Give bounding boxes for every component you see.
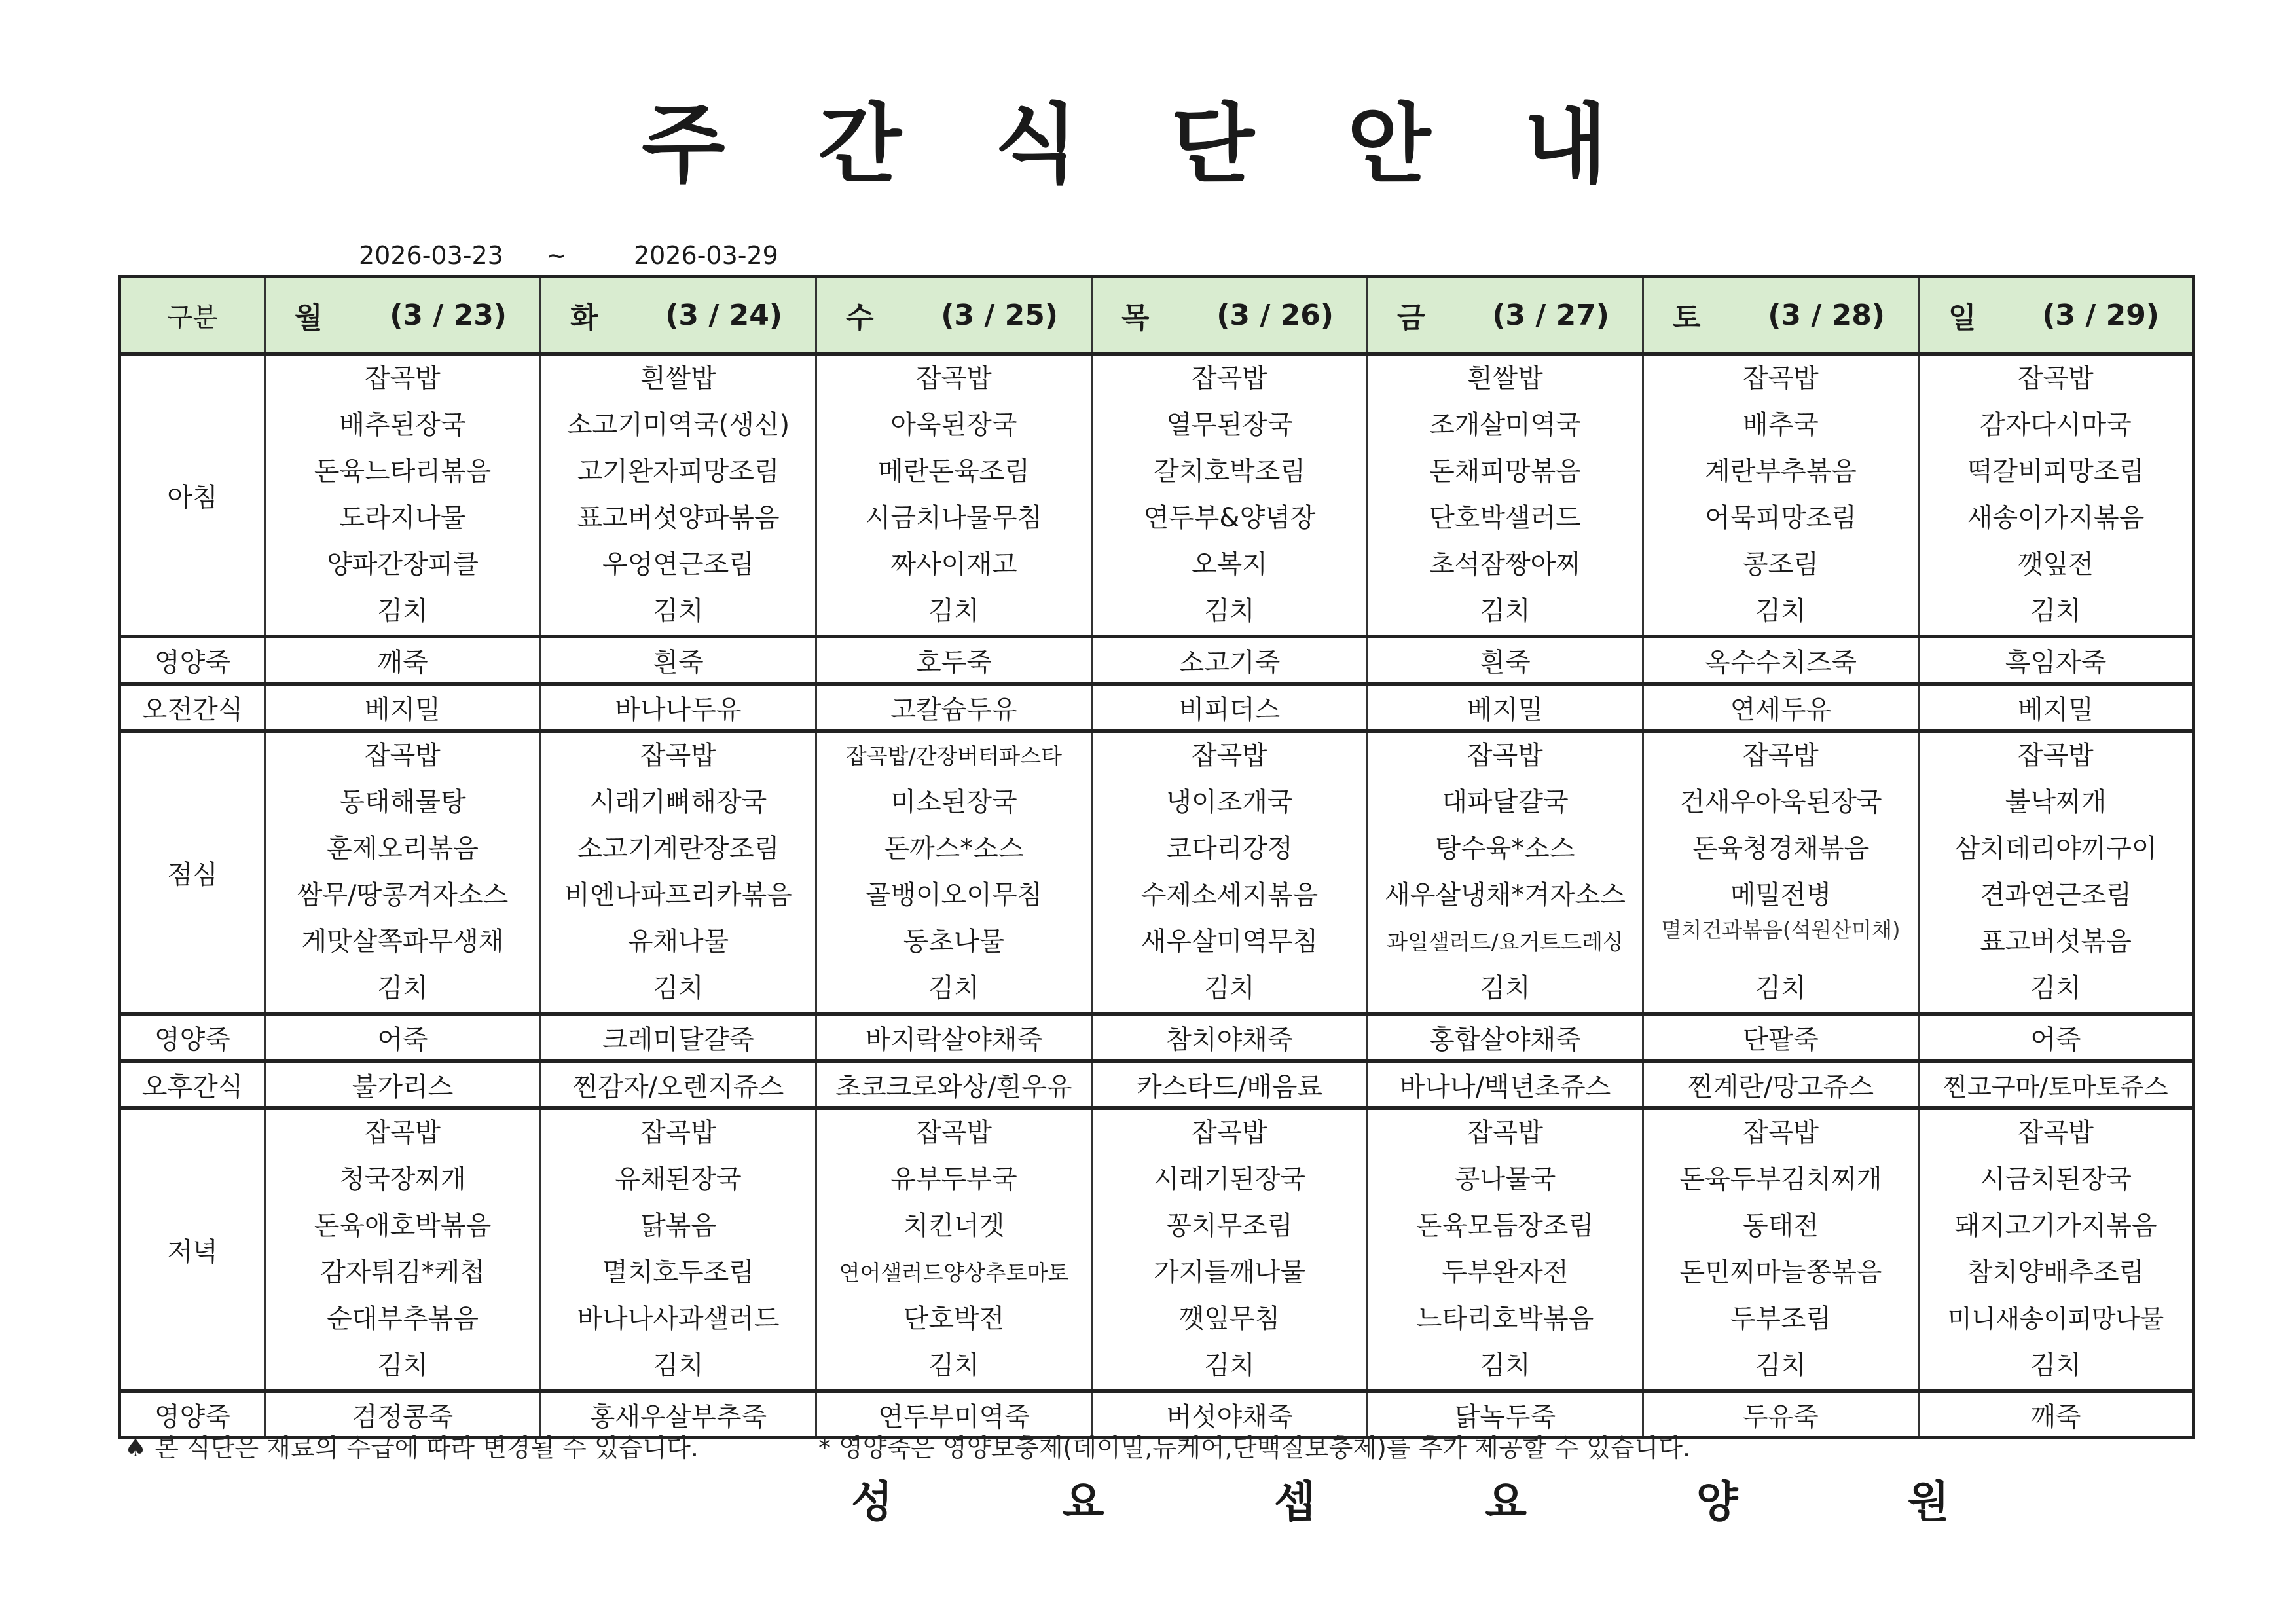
date-end: 2026-03-29 [634,241,778,270]
porridge-sun: 깨죽 [1919,1391,2194,1438]
menu-item: 미소된장국 [890,787,1017,817]
breakfast-sat [1643,354,1919,637]
pm-snack-row [120,1061,2194,1108]
porridge-fri: 흰죽 [1368,637,1643,684]
menu-item: 김치 [653,1350,704,1380]
page-title: 주 간 식 단 안 내 [642,94,1639,195]
menu-item: 김치 [928,596,979,626]
day-name: 금 [1397,301,1425,335]
menu-item: 양파간장피클 [327,549,479,580]
dinner-wed [816,1108,1092,1391]
pm-snack-mon: 불가리스 [265,1061,541,1108]
menu-item: 잡곡밥 [2018,1118,2094,1148]
day-date: (3 / 26) [1216,298,1334,332]
dinner-sun [1919,1108,2194,1391]
lunch-wed [816,731,1092,1014]
menu-item: 멸치호두조림 [602,1257,754,1287]
menu-item: 치킨너겟 [903,1211,1005,1241]
menu-item: 초석잠짱아찌 [1429,549,1581,580]
menu-item: 청국장찌개 [339,1164,466,1194]
dinner-fri [1368,1108,1643,1391]
am-snack-label: 오전간식 [120,684,265,731]
menu-item: 유부두부국 [890,1164,1017,1194]
menu-item: 훈제오리볶음 [327,834,479,864]
am-snack-sat: 연세두유 [1643,684,1919,731]
am-snack-thu: 비피더스 [1092,684,1368,731]
day-name: 월 [295,301,323,335]
menu-item: 미니새송이피망나물 [1947,1304,2164,1333]
pm-snack-wed: 초코크로와상/흰우유 [816,1061,1092,1108]
porridge-label: 영양죽 [120,1014,265,1061]
breakfast-label: 아침 [120,354,265,637]
porridge-mon: 검정콩죽 [265,1391,541,1438]
menu-item: 잡곡밥 [1743,1118,1819,1148]
menu-item: 시금치나물무침 [865,503,1043,533]
menu-item: 바나나사과샐러드 [577,1304,780,1334]
menu-item: 김치 [2030,1350,2081,1380]
menu-item: 두부조림 [1730,1304,1832,1334]
menu-item: 김치 [2030,596,2081,626]
menu-item: 두부완자전 [1442,1257,1569,1287]
menu-item: 잡곡밥 [2018,741,2094,771]
menu-item: 표고버섯양파볶음 [577,503,780,533]
lunch-row [120,731,2194,1014]
menu-item: 깻잎전 [2018,549,2094,580]
header-day-fri [1368,277,1643,354]
menu-item: 김치 [653,973,704,1003]
menu-item: 열무된장국 [1166,410,1293,440]
menu-item: 시래기뼈해장국 [589,787,767,817]
breakfast-mon [265,354,541,637]
porridge-mon: 어죽 [265,1014,541,1061]
menu-item: 콩나물국 [1454,1164,1556,1194]
menu-item: 코다리강정 [1166,834,1293,864]
am-snack-wed: 고칼슘두유 [816,684,1092,731]
header-day-mon [265,277,541,354]
menu-item: 김치 [377,596,428,626]
menu-item: 잡곡밥 [1743,363,1819,394]
porridge-label: 영양죽 [120,637,265,684]
menu-item: 잡곡밥 [365,741,441,771]
menu-item: 고기완자피망조림 [577,456,780,487]
porridge-sat: 단팥죽 [1643,1014,1919,1061]
menu-item: 돈육애호박볶음 [314,1211,492,1241]
menu-item: 계란부추볶음 [1705,456,1857,487]
menu-item: 갈치호박조림 [1154,456,1305,487]
lunch-sat [1643,731,1919,1014]
menu-item: 도라지나물 [339,503,466,533]
menu-item: 잡곡밥 [1467,741,1543,771]
porridge-thu: 소고기죽 [1092,637,1368,684]
date-start: 2026-03-23 [359,241,503,270]
porridge-thu: 버섯야채죽 [1092,1391,1368,1438]
menu-item: 돈민찌마늘쫑볶음 [1679,1257,1882,1287]
menu-item: 잡곡밥 [365,363,441,394]
menu-item: 잡곡밥/간장버터파스타 [846,743,1062,769]
menu-item: 김치 [928,1350,979,1380]
weekly-menu-table [118,275,2195,1439]
porridge-label: 영양죽 [120,1391,265,1438]
lunch-mon [265,731,541,1014]
menu-item: 김치 [1480,973,1531,1003]
menu-item: 냉이조개국 [1166,787,1293,817]
porridge-tue: 홍새우살부추죽 [541,1391,816,1438]
lunch-sun [1919,731,2194,1014]
dinner-row [120,1108,2194,1391]
menu-item: 시금치된장국 [1980,1164,2132,1194]
menu-item: 김치 [1204,596,1255,626]
menu-item: 우엉연근조림 [602,549,754,580]
menu-item: 돈육청경채볶음 [1692,834,1870,864]
date-separator: ~ [546,241,567,270]
am-snack-tue: 바나나두유 [541,684,816,731]
menu-item: 연어샐러드양상추토마토 [839,1260,1069,1285]
menu-item: 김치 [928,973,979,1003]
menu-item: 배추된장국 [339,410,466,440]
porridge-sat: 두유죽 [1643,1391,1919,1438]
pm-snack-sat: 찐계란/망고쥬스 [1643,1061,1919,1108]
menu-item: 견과연근조림 [1980,880,2132,910]
dinner-label: 저녁 [120,1108,265,1391]
lunch-label: 점심 [120,731,265,1014]
menu-item: 아욱된장국 [890,410,1017,440]
menu-item: 닭볶음 [640,1211,716,1241]
menu-item: 대파달걀국 [1442,787,1569,817]
menu-item: 수제소세지볶음 [1140,880,1319,910]
menu-item: 김치 [377,973,428,1003]
menu-item: 잡곡밥 [1192,1118,1267,1148]
menu-item: 잡곡밥 [640,1118,716,1148]
day-name: 화 [570,301,598,335]
am-snack-fri: 베지밀 [1368,684,1643,731]
breakfast-tue [541,354,816,637]
menu-item: 잡곡밥 [1192,363,1267,394]
menu-item: 동초나물 [903,927,1005,957]
day-date: (3 / 25) [941,298,1058,332]
menu-item: 메란돈육조림 [878,456,1030,487]
pm-snack-label: 오후간식 [120,1061,265,1108]
header-day-tue [541,277,816,354]
menu-item: 짜사이재고 [890,549,1017,580]
pm-snack-thu: 카스타드/배음료 [1092,1061,1368,1108]
menu-item: 잡곡밥 [916,1118,992,1148]
menu-item: 순대부추볶음 [327,1304,479,1334]
breakfast-sun [1919,354,2194,637]
menu-item: 참치양배추조림 [1967,1257,2145,1287]
menu-item: 잡곡밥 [2018,363,2094,394]
menu-item: 김치 [1204,973,1255,1003]
menu-item: 김치 [1755,973,1806,1003]
porridge-wed: 연두부미역죽 [816,1391,1092,1438]
menu-item: 김치 [2030,973,2081,1003]
dinner-mon [265,1108,541,1391]
porridge-fri: 홍합살야채죽 [1368,1014,1643,1061]
menu-item: 감자튀김*케첩 [320,1257,485,1287]
menu-item: 탕수육*소스 [1435,834,1575,864]
menu-item: 김치 [1480,1350,1531,1380]
menu-item: 깻잎무침 [1178,1304,1281,1334]
day-name: 목 [1121,301,1150,335]
menu-item: 단호박전 [903,1304,1005,1334]
menu-item: 김치 [1755,596,1806,626]
menu-item: 잡곡밥 [640,741,716,771]
header-day-thu [1092,277,1368,354]
menu-item: 잡곡밥 [916,363,992,394]
porridge-mon: 깨죽 [265,637,541,684]
lunch-fri [1368,731,1643,1014]
menu-item: 새우살냉채*겨자소스 [1385,880,1626,910]
menu-item: 단호박샐러드 [1429,503,1581,533]
menu-item: 돈육모듬장조림 [1416,1211,1594,1241]
menu-item: 떡갈비피망조림 [1967,456,2145,487]
breakfast-wed [816,354,1092,637]
day-date: (3 / 23) [390,298,507,332]
breakfast-row [120,354,2194,637]
day-name: 수 [846,301,874,335]
pm-snack-tue: 찐감자/오렌지쥬스 [541,1061,816,1108]
menu-item: 동태해물탕 [339,787,466,817]
porridge-thu: 참치야채죽 [1092,1014,1368,1061]
menu-item: 표고버섯볶음 [1980,927,2132,957]
menu-item: 돈육느타리볶음 [314,456,492,487]
menu-item: 유채된장국 [615,1164,742,1194]
menu-item: 유채나물 [627,927,729,957]
menu-item: 조개살미역국 [1429,410,1581,440]
footnote-menu-change: ♠ 본 식단은 재료의 수급에 따라 변경될 수 있습니다. [124,1433,699,1462]
lunch-thu [1092,731,1368,1014]
menu-item: 건새우아욱된장국 [1679,787,1882,817]
menu-item: 비엔나파프리카볶음 [564,880,792,910]
organization-name: 성 요 셉 요 양 원 [851,1477,2027,1527]
dinner-thu [1092,1108,1368,1391]
porridge-sat: 옥수수치즈죽 [1643,637,1919,684]
menu-item: 김치 [1204,1350,1255,1380]
menu-item: 돈채피망볶음 [1429,456,1581,487]
menu-item: 연두부&양념장 [1143,503,1316,533]
menu-item: 잡곡밥 [365,1118,441,1148]
dinner-sat [1643,1108,1919,1391]
footnote-porridge-supplement: * 영양죽은 영양보충제(데이밀,뉴케어,단백질보충제)를 추가 제공할 수 있습니다. [818,1433,1691,1462]
breakfast-thu [1092,354,1368,637]
menu-item: 과일샐러드/요거트드레싱 [1387,929,1624,955]
dinner-tue [541,1108,816,1391]
menu-item: 새우살미역무침 [1140,927,1319,957]
porridge-sun: 흑임자죽 [1919,637,2194,684]
menu-item: 콩조림 [1743,549,1819,580]
porridge-row-morning [120,637,2194,684]
menu-item: 새송이가지볶음 [1967,503,2145,533]
am-snack-row [120,684,2194,731]
menu-item: 김치 [653,596,704,626]
menu-item: 감자다시마국 [1980,410,2132,440]
menu-item: 골뱅이오이무침 [865,880,1043,910]
menu-item: 흰쌀밥 [1467,363,1543,394]
menu-item: 가지들깨나물 [1154,1257,1305,1287]
menu-item: 오복지 [1192,549,1267,580]
menu-item: 돼지고기가지볶음 [1954,1211,2157,1241]
am-snack-mon: 베지밀 [265,684,541,731]
porridge-row-lunch [120,1014,2194,1061]
menu-item: 멸치건과볶음(석원산미채) [1661,919,1901,942]
day-name: 토 [1673,301,1701,335]
menu-item: 소고기미역국(생신) [566,410,790,440]
menu-item: 잡곡밥 [1467,1118,1543,1148]
menu-item: 잡곡밥 [1192,741,1267,771]
menu-item: 꽁치무조림 [1166,1211,1293,1241]
porridge-sun: 어죽 [1919,1014,2194,1061]
menu-item: 돈육두부김치찌개 [1679,1164,1882,1194]
menu-item: 불낙찌개 [2005,787,2107,817]
pm-snack-sun: 찐고구마/토마토쥬스 [1919,1061,2194,1108]
menu-item: 흰쌀밥 [640,363,716,394]
menu-item: 삼치데리야끼구이 [1954,834,2157,864]
menu-item: 동태전 [1743,1211,1819,1241]
menu-item: 김치 [377,1350,428,1380]
header-row [120,277,2194,354]
porridge-tue: 흰죽 [541,637,816,684]
day-date: (3 / 27) [1492,298,1609,332]
lunch-tue [541,731,816,1014]
porridge-wed: 바지락살야채죽 [816,1014,1092,1061]
day-date: (3 / 29) [2042,298,2159,332]
menu-item: 배추국 [1743,410,1819,440]
porridge-tue: 크레미달걀죽 [541,1014,816,1061]
day-date: (3 / 24) [665,298,782,332]
pm-snack-fri: 바나나/백년초쥬스 [1368,1061,1643,1108]
menu-item: 시래기된장국 [1154,1164,1305,1194]
menu-item: 잡곡밥 [1743,741,1819,771]
menu-item: 김치 [1480,596,1531,626]
menu-item: 메밀전병 [1730,880,1832,910]
day-name: 일 [1948,301,1977,335]
am-snack-sun: 베지밀 [1919,684,2194,731]
menu-item: 느타리호박볶음 [1416,1304,1594,1334]
header-day-sat [1643,277,1919,354]
header-label: 구분 [120,277,265,354]
menu-item: 돈까스*소스 [884,834,1024,864]
menu-item: 소고기계란장조림 [577,834,780,864]
porridge-fri: 닭녹두죽 [1368,1391,1643,1438]
header-day-wed [816,277,1092,354]
header-day-sun [1919,277,2194,354]
breakfast-fri [1368,354,1643,637]
menu-item: 게맛살쪽파무생채 [301,927,504,957]
day-date: (3 / 28) [1768,298,1885,332]
menu-item: 김치 [1755,1350,1806,1380]
menu-item: 쌈무/땅콩겨자소스 [297,880,509,910]
menu-item: 어묵피망조림 [1705,503,1857,533]
porridge-wed: 호두죽 [816,637,1092,684]
